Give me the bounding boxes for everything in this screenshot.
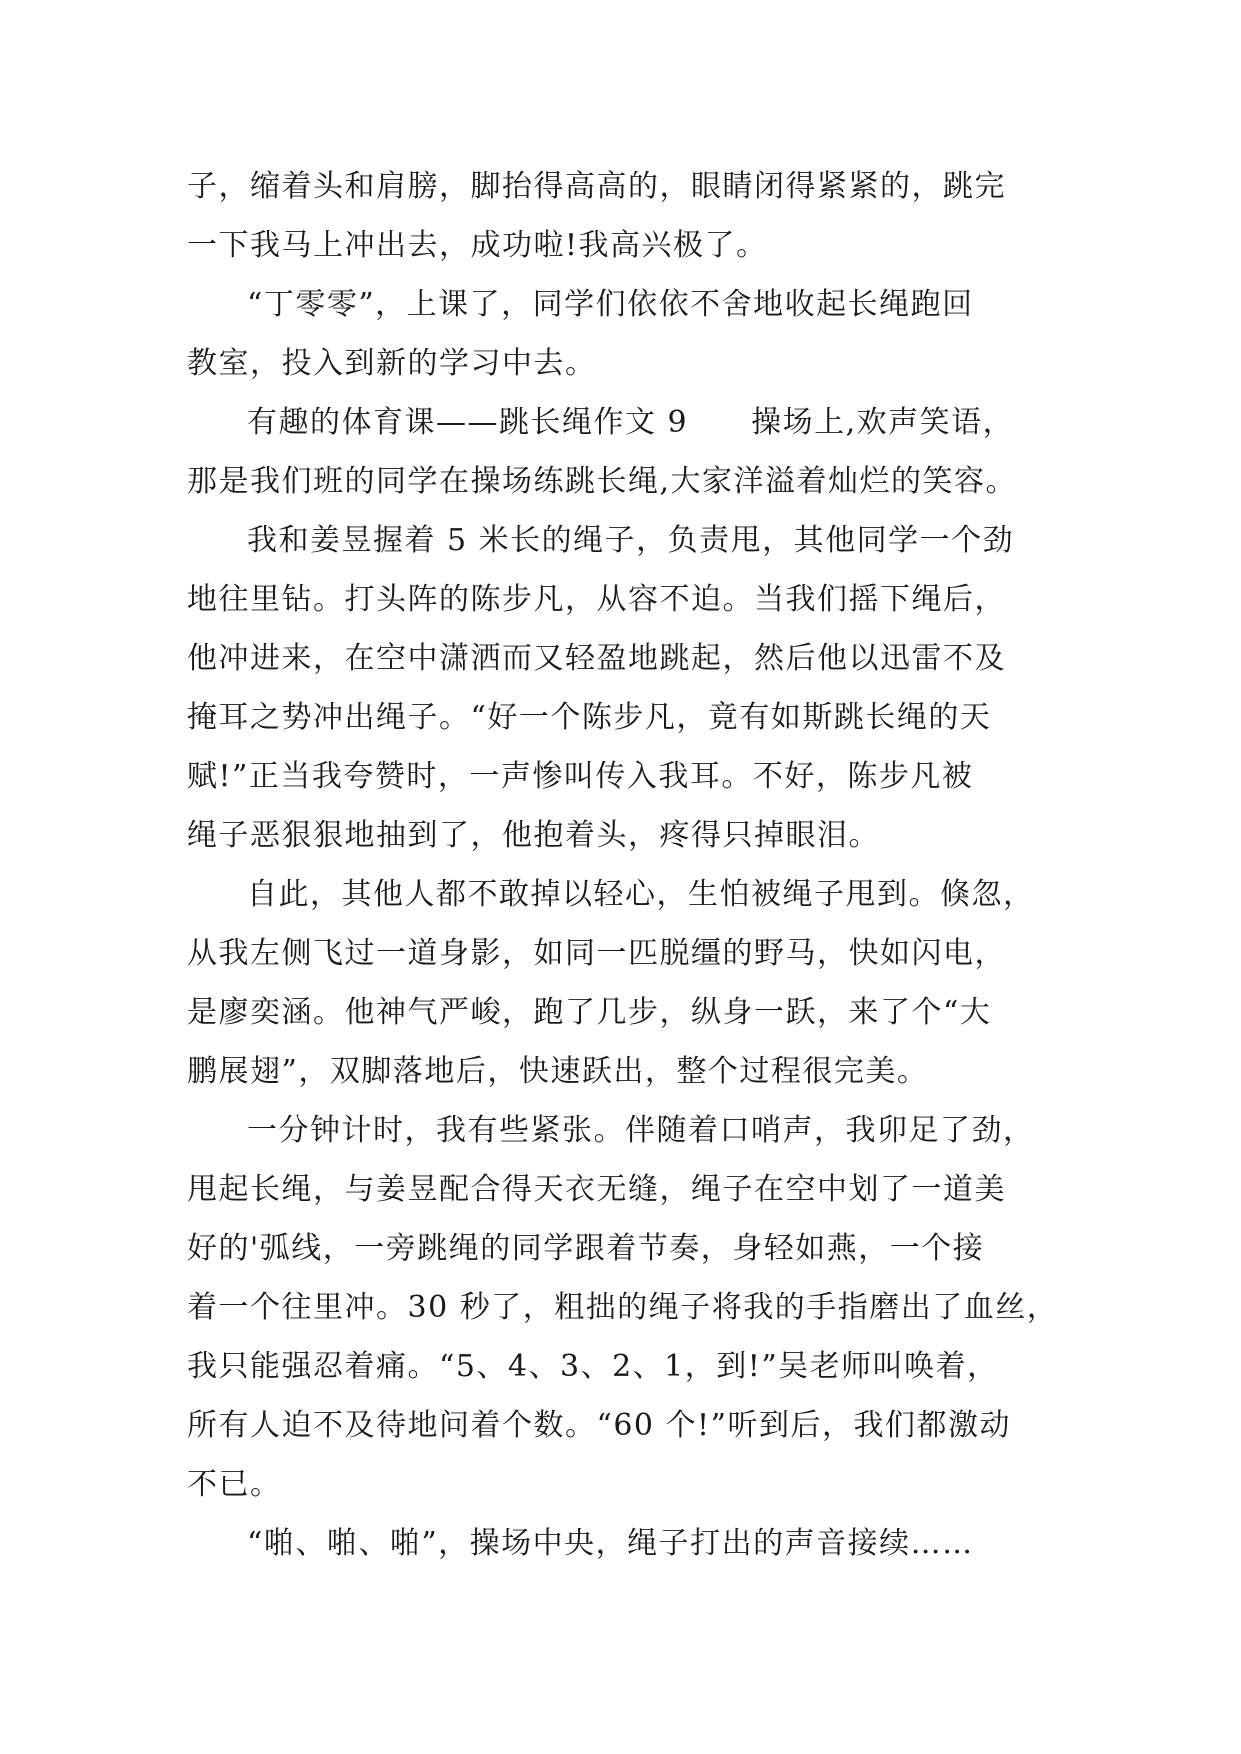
text-line: 好的'弧线，一旁跳绳的同学跟着节奏，身轻如燕，一个接	[187, 1231, 985, 1266]
text-line: 教室，投入到新的学习中去。	[187, 346, 597, 381]
essay-text	[187, 157, 1067, 1573]
text-line: 掩耳之势冲出绳子。“好一个陈步凡，竟有如斯跳长绳的天	[187, 700, 992, 735]
text-line: 我和姜昱握着 5 米长的绳子，负责甩，其他同学一个劲	[247, 523, 1015, 558]
text-line: “丁零零”，上课了，同学们依依不舍地收起长绳跑回	[247, 287, 974, 322]
text-line: 绳子恶狠狠地抽到了，他抱着头，疼得只掉眼泪。	[187, 818, 880, 853]
text-line: 鹏展翅”，双脚落地后，快速跃出，整个过程很完美。	[187, 1054, 929, 1089]
text-line: 赋!”正当我夸赞时，一声惨叫传入我耳。不好，陈步凡被	[187, 759, 974, 794]
text-line: 所有人迫不及待地问着个数。“60 个!”听到后，我们都激动	[187, 1408, 1011, 1443]
text-line: 不已。	[187, 1467, 282, 1502]
text-line: 自此，其他人都不敢掉以轻心，生怕被绳子甩到。倏忽，	[247, 877, 1035, 912]
text-line: 一分钟计时，我有些紧张。伴随着口哨声，我卯足了劲，	[247, 1113, 1035, 1148]
text-line: 那是我们班的同学在操场练跳长绳,大家洋溢着灿烂的笑容。	[187, 464, 1018, 499]
text-line: 从我左侧飞过一道身影，如同一匹脱缰的野马，快如闪电，	[187, 936, 1006, 971]
text-line: 甩起长绳，与姜昱配合得天衣无缝，绳子在空中划了一道美	[187, 1172, 1006, 1207]
text-line: 子，缩着头和肩膀，脚抬得高高的，眼睛闭得紧紧的，跳完	[187, 169, 1006, 204]
text-line: 有趣的体育课——跳长绳作文 9 操场上,欢声笑语，	[247, 405, 1015, 440]
text-line: 我只能强忍着痛。“5、4、3、2、1，到!”吴老师叫唤着，	[187, 1349, 999, 1384]
text-line: 是廖奕涵。他神气严峻，跑了几步，纵身一跃，来了个“大	[187, 995, 992, 1030]
text-line: 他冲进来，在空中潇洒而又轻盈地跳起，然后他以迅雷不及	[187, 641, 1006, 676]
text-line: 地往里钻。打头阵的陈步凡，从容不迫。当我们摇下绳后，	[187, 582, 1006, 617]
text-line: “啪、啪、啪”，操场中央，绳子打出的声音接续……	[247, 1526, 974, 1561]
text-line: 一下我马上冲出去，成功啦!我高兴极了。	[187, 228, 768, 263]
text-line: 着一个往里冲。30 秒了，粗拙的绳子将我的手指磨出了血丝，	[187, 1290, 1059, 1325]
